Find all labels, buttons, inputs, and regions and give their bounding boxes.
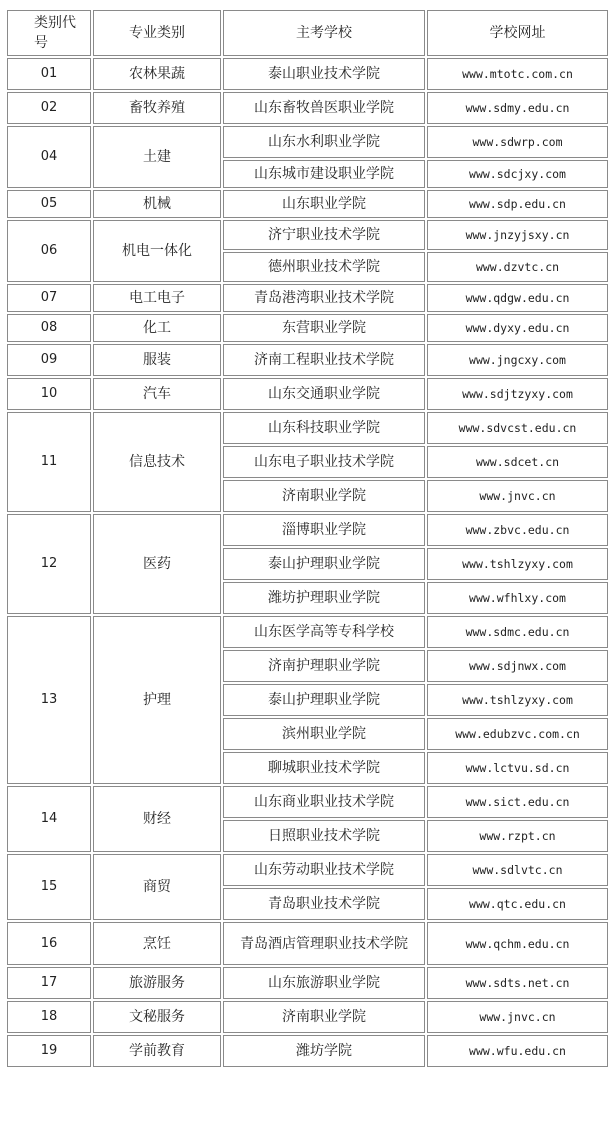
school-name-cell: 济宁职业技术学院 (223, 220, 425, 250)
table-row (7, 1001, 608, 1033)
school-url-cell: www.qdgw.edu.cn (427, 284, 608, 312)
table-row (7, 220, 608, 250)
school-name-cell: 济南护理职业学院 (223, 650, 425, 682)
school-name-cell: 聊城职业技术学院 (223, 752, 425, 784)
header-category: 专业类别 (93, 10, 221, 56)
school-name-cell: 泰山职业技术学院 (223, 58, 425, 90)
table-row (7, 786, 608, 818)
category-name-cell: 电工电子 (93, 284, 221, 312)
table-row (7, 616, 608, 648)
school-url-cell: www.sdlvtc.cn (427, 854, 608, 886)
table-row (7, 92, 608, 124)
category-code-cell: 08 (7, 314, 91, 342)
school-url-cell: www.dzvtc.cn (427, 252, 608, 282)
exam-schools-table-container (5, 8, 606, 1069)
school-name-cell: 青岛职业技术学院 (223, 888, 425, 920)
table-row (7, 314, 608, 342)
category-name-cell: 学前教育 (93, 1035, 221, 1067)
category-name-cell: 农林果蔬 (93, 58, 221, 90)
school-name-cell: 山东劳动职业技术学院 (223, 854, 425, 886)
table-row (7, 854, 608, 886)
header-row (7, 10, 608, 56)
school-url-cell: www.qtc.edu.cn (427, 888, 608, 920)
category-code-cell: 10 (7, 378, 91, 410)
category-name-cell: 畜牧养殖 (93, 92, 221, 124)
category-code-cell: 11 (7, 412, 91, 512)
header-code: 类别代号 (7, 10, 91, 56)
table-row (7, 514, 608, 546)
category-name-cell: 护理 (93, 616, 221, 784)
school-name-cell: 济南职业学院 (223, 1001, 425, 1033)
category-name-cell: 土建 (93, 126, 221, 188)
category-code-cell: 15 (7, 854, 91, 920)
category-name-cell: 信息技术 (93, 412, 221, 512)
school-url-cell: www.edubzvc.com.cn (427, 718, 608, 750)
category-name-cell: 旅游服务 (93, 967, 221, 999)
category-code-cell: 02 (7, 92, 91, 124)
school-url-cell: www.sdmc.edu.cn (427, 616, 608, 648)
school-name-cell: 青岛港湾职业技术学院 (223, 284, 425, 312)
school-name-cell: 泰山护理职业学院 (223, 548, 425, 580)
table-row (7, 344, 608, 376)
school-name-cell: 滨州职业学院 (223, 718, 425, 750)
school-name-cell: 山东城市建设职业学院 (223, 160, 425, 188)
school-name-cell: 山东科技职业学院 (223, 412, 425, 444)
category-code-cell: 07 (7, 284, 91, 312)
category-name-cell: 汽车 (93, 378, 221, 410)
school-url-cell: www.sdvcst.edu.cn (427, 412, 608, 444)
exam-schools-table (5, 8, 610, 1069)
school-name-cell: 青岛酒店管理职业技术学院 (223, 922, 425, 965)
school-url-cell: www.tshlzyxy.com (427, 548, 608, 580)
category-code-cell: 06 (7, 220, 91, 282)
school-url-cell: www.tshlzyxy.com (427, 684, 608, 716)
category-name-cell: 化工 (93, 314, 221, 342)
school-url-cell: www.qchm.edu.cn (427, 922, 608, 965)
category-code-cell: 17 (7, 967, 91, 999)
category-code-cell: 12 (7, 514, 91, 614)
school-url-cell: www.sdjtzyxy.com (427, 378, 608, 410)
table-row (7, 967, 608, 999)
table-row (7, 284, 608, 312)
school-name-cell: 泰山护理职业学院 (223, 684, 425, 716)
category-code-cell: 13 (7, 616, 91, 784)
category-name-cell: 机电一体化 (93, 220, 221, 282)
school-name-cell: 济南工程职业技术学院 (223, 344, 425, 376)
school-url-cell: www.jngcxy.com (427, 344, 608, 376)
table-row (7, 126, 608, 158)
header-url: 学校网址 (427, 10, 608, 56)
school-url-cell: www.lctvu.sd.cn (427, 752, 608, 784)
school-name-cell: 淄博职业学院 (223, 514, 425, 546)
school-name-cell: 山东商业职业技术学院 (223, 786, 425, 818)
table-body (7, 10, 608, 1067)
school-url-cell: www.wfu.edu.cn (427, 1035, 608, 1067)
school-url-cell: www.sict.edu.cn (427, 786, 608, 818)
school-name-cell: 东营职业学院 (223, 314, 425, 342)
school-name-cell: 德州职业技术学院 (223, 252, 425, 282)
school-url-cell: www.sdwrp.com (427, 126, 608, 158)
category-name-cell: 机械 (93, 190, 221, 218)
school-name-cell: 潍坊护理职业学院 (223, 582, 425, 614)
category-code-cell: 09 (7, 344, 91, 376)
school-name-cell: 山东职业学院 (223, 190, 425, 218)
category-code-cell: 04 (7, 126, 91, 188)
category-name-cell: 文秘服务 (93, 1001, 221, 1033)
school-url-cell: www.sdmy.edu.cn (427, 92, 608, 124)
table-row (7, 1035, 608, 1067)
school-name-cell: 山东电子职业技术学院 (223, 446, 425, 478)
category-code-cell: 19 (7, 1035, 91, 1067)
school-name-cell: 山东医学高等专科学校 (223, 616, 425, 648)
school-url-cell: www.sdp.edu.cn (427, 190, 608, 218)
school-url-cell: www.jnvc.cn (427, 1001, 608, 1033)
school-url-cell: www.wfhlxy.com (427, 582, 608, 614)
table-row (7, 922, 608, 965)
school-name-cell: 潍坊学院 (223, 1035, 425, 1067)
school-name-cell: 山东交通职业学院 (223, 378, 425, 410)
school-name-cell: 济南职业学院 (223, 480, 425, 512)
table-row (7, 412, 608, 444)
category-code-cell: 14 (7, 786, 91, 852)
category-name-cell: 财经 (93, 786, 221, 852)
category-name-cell: 服装 (93, 344, 221, 376)
school-name-cell: 山东水利职业学院 (223, 126, 425, 158)
school-url-cell: www.rzpt.cn (427, 820, 608, 852)
category-name-cell: 医药 (93, 514, 221, 614)
category-name-cell: 烹饪 (93, 922, 221, 965)
category-code-cell: 16 (7, 922, 91, 965)
table-row (7, 378, 608, 410)
category-code-cell: 18 (7, 1001, 91, 1033)
school-url-cell: www.zbvc.edu.cn (427, 514, 608, 546)
school-url-cell: www.sdjnwx.com (427, 650, 608, 682)
table-row (7, 58, 608, 90)
category-code-cell: 05 (7, 190, 91, 218)
school-url-cell: www.sdcjxy.com (427, 160, 608, 188)
category-name-cell: 商贸 (93, 854, 221, 920)
school-url-cell: www.jnzyjsxy.cn (427, 220, 608, 250)
school-url-cell: www.sdcet.cn (427, 446, 608, 478)
school-url-cell: www.dyxy.edu.cn (427, 314, 608, 342)
school-url-cell: www.sdts.net.cn (427, 967, 608, 999)
category-code-cell: 01 (7, 58, 91, 90)
school-url-cell: www.jnvc.cn (427, 480, 608, 512)
school-url-cell: www.mtotc.com.cn (427, 58, 608, 90)
header-school: 主考学校 (223, 10, 425, 56)
table-row (7, 190, 608, 218)
school-name-cell: 山东畜牧兽医职业学院 (223, 92, 425, 124)
school-name-cell: 日照职业技术学院 (223, 820, 425, 852)
school-name-cell: 山东旅游职业学院 (223, 967, 425, 999)
